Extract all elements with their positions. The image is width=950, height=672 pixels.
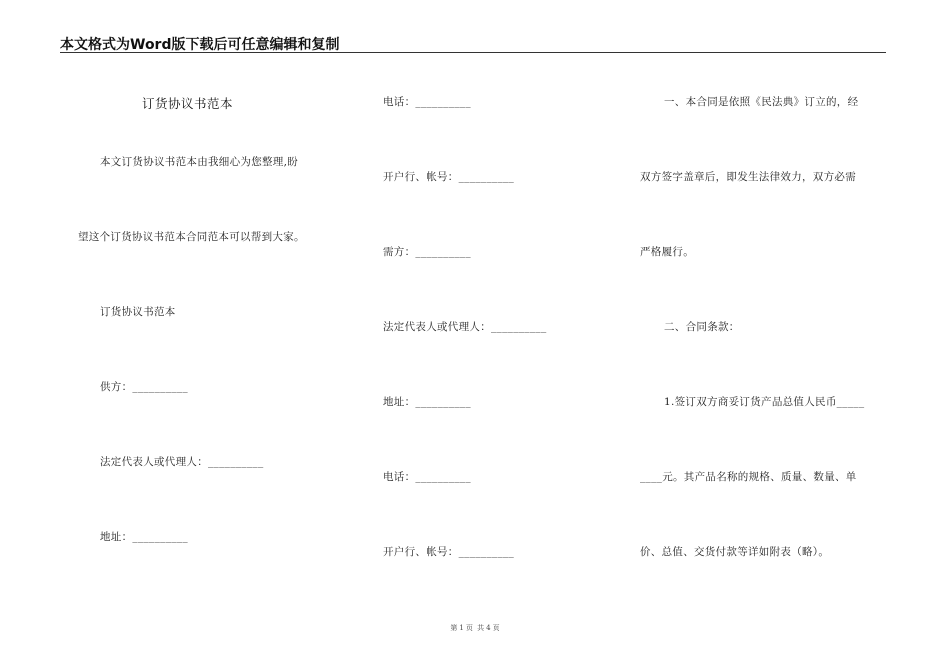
footer-page-number: 1 [459,624,464,632]
supplier-phone-field: 电话：__________ [383,96,471,108]
supplier-bank-account-field: 开户行、帐号：__________ [383,171,515,183]
paragraph-line: 本文订货协议书范本由我细心为您整理,盼 [100,156,299,168]
section-heading: 二、合同条款： [664,321,740,333]
footer-total-label: 共 [477,624,485,632]
supplier-field: 供方：__________ [100,381,188,393]
document-title: 订货协议书范本 [142,96,234,111]
paragraph-line: 严格履行。 [640,246,694,258]
paragraph-line: ____元。其产品名称的规格、质量、数量、单 [640,471,857,483]
buyer-phone-field: 电话：__________ [383,471,471,483]
page-footer [0,623,950,633]
paragraph-line: 双方签字盖章后，即发生法律效力，双方必需 [640,171,856,183]
supplier-address-field: 地址：__________ [100,531,188,543]
footer-page-label: 第 [450,624,458,632]
document-header [60,34,886,53]
paragraph-line: 1.签订双方商妥订货产品总值人民币_____ [664,396,865,408]
buyer-address-field: 地址：__________ [383,396,471,408]
footer-page-unit: 页 [465,624,473,632]
supplier-representative-field: 法定代表人或代理人：__________ [100,456,264,468]
paragraph-line: 一、本合同是依照《民法典》订立的，经 [664,96,859,108]
paragraph-line: 望这个订货协议书范本合同范本可以帮到大家。 [78,231,305,243]
paragraph-line: 价、总值、交货付款等详如附表（略）。 [640,546,830,558]
section-heading: 订货协议书范本 [100,306,176,318]
footer-total-unit: 页 [492,624,500,632]
header-text: 本文格式为Word版下载后可任意编辑和复制 [60,37,340,53]
footer-total-number: 4 [486,624,491,632]
buyer-bank-account-field: 开户行、帐号：__________ [383,546,515,558]
buyer-representative-field: 法定代表人或代理人：__________ [383,321,547,333]
buyer-field: 需方：__________ [383,246,471,258]
